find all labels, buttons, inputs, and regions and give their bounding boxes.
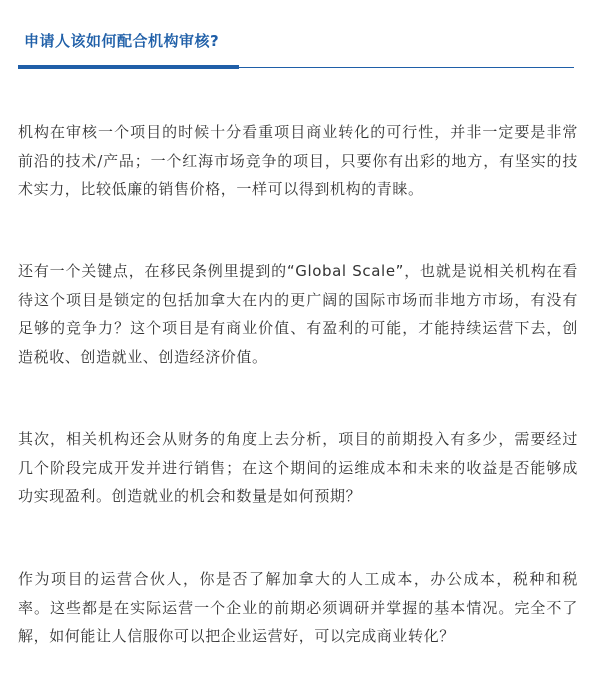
paragraph-4: 作为项目的运营合伙人，你是否了解加拿大的人工成本，办公成本，税种和税率。这些都是在实际运营一个企业的前期必须调研并掌握的基本情况。完全不了解，如何能让人信服你可以把企业运营好，可以完成商业转化？: [18, 570, 578, 645]
title-accent-bar: [18, 65, 239, 69]
section-title: 申请人该如何配合机构审核?: [24, 32, 220, 50]
paragraph-1: 机构在审核一个项目的时候十分看重项目商业转化的可行性，并非一定要是非常前沿的技术/产品；一个红海市场竞争的项目，只要你有出彩的地方，有坚实的技术实力，比较低廉的销售价格，一样可以得到机构的青睐。: [18, 123, 578, 198]
paragraph-3: 其次，相关机构还会从财务的角度上去分析，项目的前期投入有多少，需要经过几个阶段完成开发并进行销售；在这个期间的运维成本和未来的收益是否能够成功实现盈利。创造就业的机会和数量是如何预期？: [18, 430, 578, 505]
paragraph-2: 还有一个关键点，在移民条例里提到的“Global Scale”，也就是说相关机构在看待这个项目是锁定的包括加拿大在内的更广阔的国际市场而非地方市场，有没有足够的竞争力？这个项目是有商业价值、有盈利的可能，才能持续运营下去，创造税收、创造就业、创造经济价值。: [18, 262, 578, 366]
section-header: [18, 0, 574, 70]
